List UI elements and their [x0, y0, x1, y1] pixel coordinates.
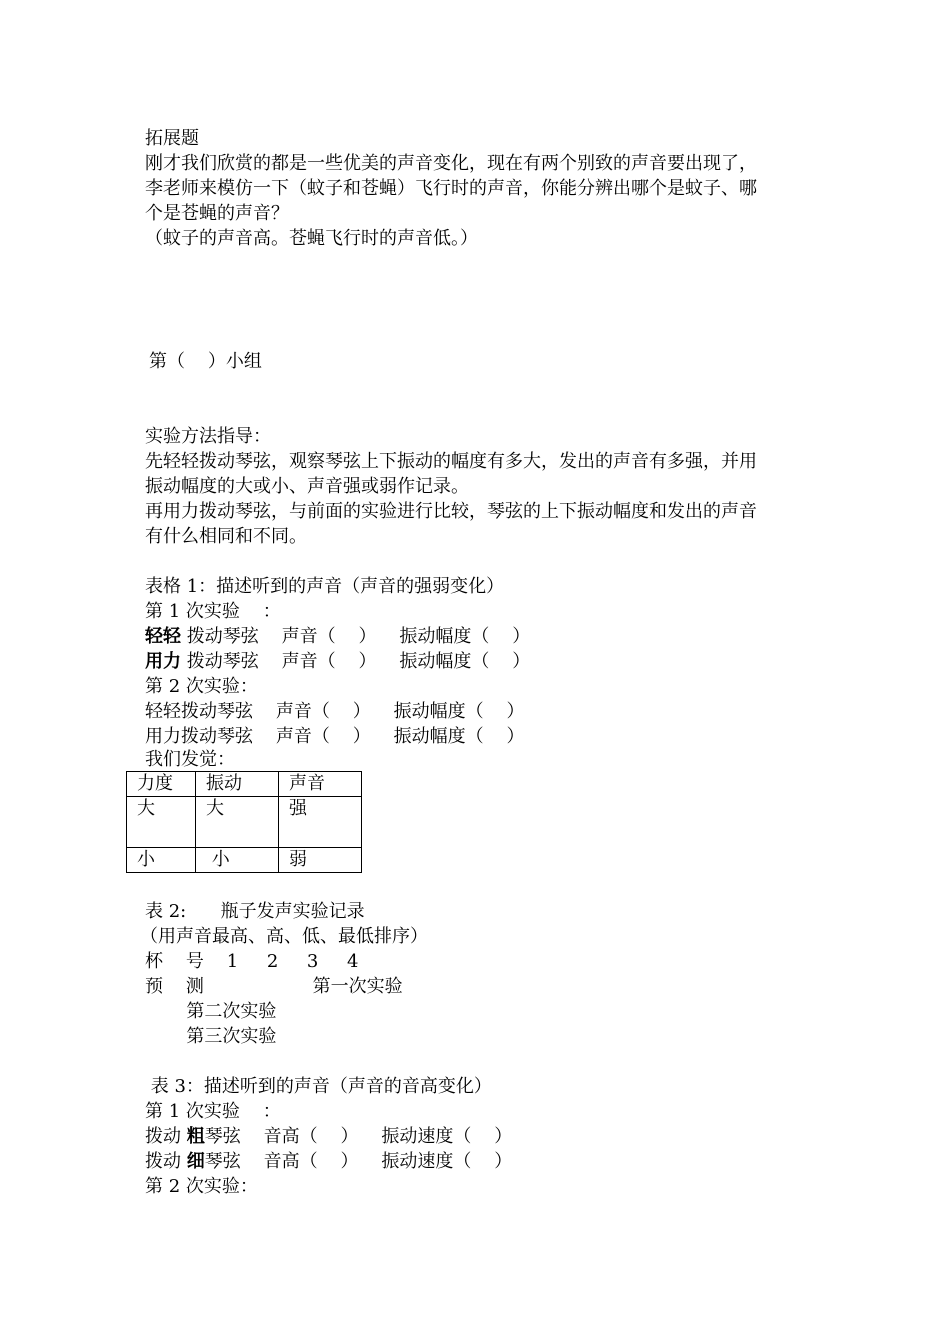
method-text-line: 再用力拨动琴弦，与前面的实验进行比较，琴弦的上下振动幅度和发出的声音	[145, 501, 757, 522]
table3-exp1-label: 第 1 次实验 ：	[145, 1101, 281, 1122]
experiment-2-label: 第二次实验	[152, 1001, 277, 1022]
finding-table	[126, 771, 362, 873]
extension-title: 拓展题	[145, 128, 199, 149]
group-label: 第（ ）小组	[149, 351, 262, 372]
table1-exp1-label: 第 1 次实验 ：	[145, 601, 281, 622]
table-cell: 强	[279, 797, 362, 848]
table-header-cell: 振动	[196, 772, 279, 797]
finding-label: 我们发觉：	[145, 749, 235, 770]
table-row	[127, 848, 362, 873]
emphasis-text: 粗	[186, 1126, 205, 1147]
method-text-line: 振动幅度的大或小、声音强或弱作记录。	[145, 476, 469, 497]
method-text-line: 有什么相同和不同。	[145, 526, 307, 547]
table1-exp2-row: 轻轻拨动琴弦 声音（ ） 振动幅度（ ）	[145, 701, 525, 722]
table3-exp1-row	[145, 1124, 512, 1149]
method-text-line: 先轻轻拨动琴弦，观察琴弦上下振动的幅度有多大，发出的声音有多强，并用	[145, 451, 757, 472]
row-text: 琴弦 音高（ ） 振动速度（ ）	[204, 1126, 513, 1147]
table-cell: 大	[196, 797, 279, 848]
method-title: 实验方法指导：	[145, 426, 271, 447]
extension-text-line: 李老师来模仿一下（蚊子和苍蝇）飞行时的声音，你能分辨出哪个是蚊子、哪	[145, 178, 757, 199]
table-cell: 小	[196, 848, 279, 873]
cup-number-row: 杯 号 1 2 3 4	[145, 951, 359, 972]
row-text: 拨动	[145, 1126, 187, 1147]
table-cell: 小	[127, 848, 196, 873]
emphasis-text: 细	[186, 1151, 205, 1172]
table1-exp1-row	[145, 624, 530, 649]
table1-exp1-row	[145, 649, 530, 674]
table3-exp1-row	[145, 1149, 512, 1174]
table-header-cell: 力度	[127, 772, 196, 797]
row-text: 拨动琴弦 声音（ ） 振动幅度（ ）	[181, 651, 531, 672]
experiment-3-label: 第三次实验	[152, 1026, 277, 1047]
emphasis-text: 用力	[145, 651, 181, 672]
row-text: 拨动	[145, 1151, 187, 1172]
table2-note: （用声音最高、高、低、最低排序）	[140, 926, 428, 947]
extension-text-line: 刚才我们欣赏的都是一些优美的声音变化，现在有两个别致的声音要出现了，	[145, 153, 757, 174]
table1-heading: 表格 1：描述听到的声音（声音的强弱变化）	[145, 576, 505, 597]
emphasis-text: 轻轻	[145, 626, 181, 647]
table-cell: 弱	[279, 848, 362, 873]
table1-exp2-label: 第 2 次实验：	[145, 676, 258, 697]
table2-heading: 表 2: 瓶子发声实验记录	[145, 901, 365, 922]
extension-answer: （蚊子的声音高。苍蝇飞行时的声音低。）	[145, 228, 478, 249]
row-text: 拨动琴弦 声音（ ） 振动幅度（ ）	[181, 626, 531, 647]
table-cell: 大	[127, 797, 196, 848]
table3-exp2-label: 第 2 次实验：	[145, 1176, 258, 1197]
prediction-row: 预 测 第一次实验	[145, 976, 403, 997]
extension-text-line: 个是苍蝇的声音？	[145, 203, 289, 224]
table-row	[127, 797, 362, 848]
table-header-cell: 声音	[279, 772, 362, 797]
row-text: 琴弦 音高（ ） 振动速度（ ）	[204, 1151, 513, 1172]
table-header-row	[127, 772, 362, 797]
table3-heading: 表 3：描述听到的声音（声音的音高变化）	[145, 1076, 492, 1097]
table1-exp2-row: 用力拨动琴弦 声音（ ） 振动幅度（ ）	[145, 726, 525, 747]
